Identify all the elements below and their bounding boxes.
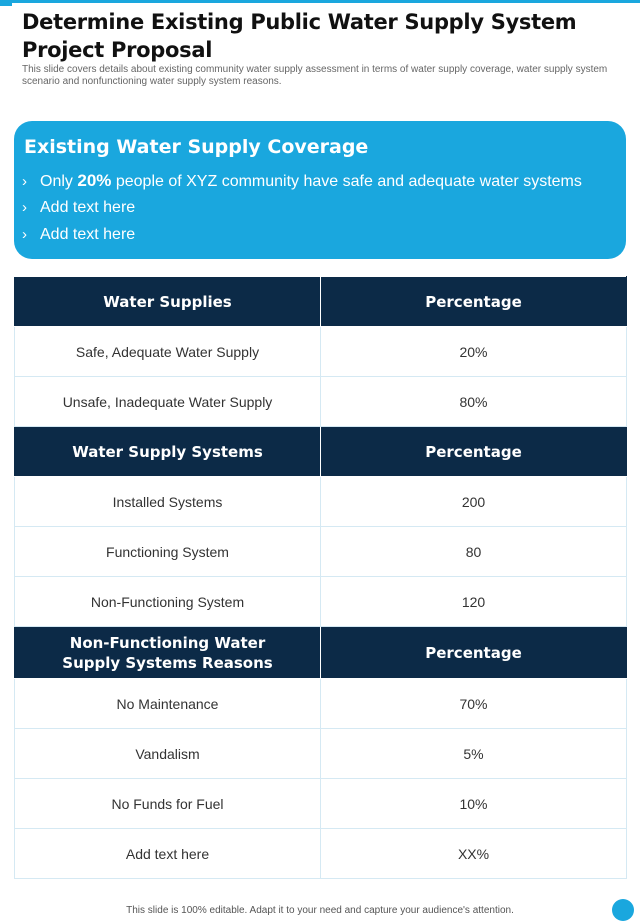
row-label: Unsafe, Inadequate Water Supply: [15, 377, 321, 427]
chevron-right-icon: ›: [22, 199, 27, 216]
header-cell: Water Supply Systems: [15, 427, 321, 477]
row-value: 80: [321, 527, 627, 577]
row-label: Add text here: [15, 829, 321, 879]
table-row: [15, 679, 627, 729]
coverage-bullet-2-text: Add text here: [40, 199, 136, 216]
table-header-row: [15, 427, 627, 477]
row-label: Functioning System: [15, 527, 321, 577]
table-row: [15, 577, 627, 627]
row-label: Non-Functioning System: [15, 577, 321, 627]
page-subtitle: This slide covers details about existing community water supply assessment in terms of water supply coverage, water supply system scenario and nonfunctioning water supply system reasons.: [22, 64, 608, 87]
top-accent-mark: [0, 0, 12, 6]
table-row: [15, 779, 627, 829]
coverage-heading: Existing Water Supply Coverage: [24, 136, 369, 158]
row-label: No Funds for Fuel: [15, 779, 321, 829]
row-value: 70%: [321, 679, 627, 729]
header-cell: Percentage: [321, 627, 627, 679]
coverage-bullet-3-text: Add text here: [40, 226, 136, 243]
coverage-bullet-1-post: people of XYZ community have safe and adequate water systems: [115, 173, 582, 190]
table-row: [15, 327, 627, 377]
coverage-bullet-1-value: 20%: [77, 171, 112, 190]
header-cell: Water Supplies: [15, 277, 321, 327]
row-value: 80%: [321, 377, 627, 427]
row-label: Vandalism: [15, 729, 321, 779]
table-row: [15, 527, 627, 577]
table-row: [15, 729, 627, 779]
row-label: No Maintenance: [15, 679, 321, 729]
table-header-row: [15, 277, 627, 327]
row-value: 10%: [321, 779, 627, 829]
corner-dot-decoration: [612, 899, 634, 921]
coverage-bullet-1-pre: Only: [40, 173, 73, 190]
row-value: 20%: [321, 327, 627, 377]
table-header-row: [15, 627, 627, 679]
chevron-right-icon: ›: [22, 173, 27, 190]
table-row: [15, 829, 627, 879]
chevron-right-icon: ›: [22, 226, 27, 243]
coverage-bullet-3: [22, 225, 135, 245]
header-cell: Percentage: [321, 277, 627, 327]
water-supply-table: [14, 276, 627, 879]
table-row: [15, 477, 627, 527]
coverage-bullet-1: [22, 171, 582, 192]
row-value: 200: [321, 477, 627, 527]
row-value: 120: [321, 577, 627, 627]
row-label: Installed Systems: [15, 477, 321, 527]
header-cell: Non-Functioning Water Supply Systems Reasons: [15, 627, 321, 679]
row-value: 5%: [321, 729, 627, 779]
row-value: XX%: [321, 829, 627, 879]
header-cell: Percentage: [321, 427, 627, 477]
coverage-panel: [14, 121, 626, 259]
table-row: [15, 377, 627, 427]
top-accent-line: [0, 0, 640, 3]
footer-note: This slide is 100% editable. Adapt it to your need and capture your audience's attention.: [126, 905, 514, 916]
coverage-bullet-2: [22, 198, 135, 218]
page-title: Determine Existing Public Water Supply System Project Proposal: [22, 10, 577, 62]
row-label: Safe, Adequate Water Supply: [15, 327, 321, 377]
